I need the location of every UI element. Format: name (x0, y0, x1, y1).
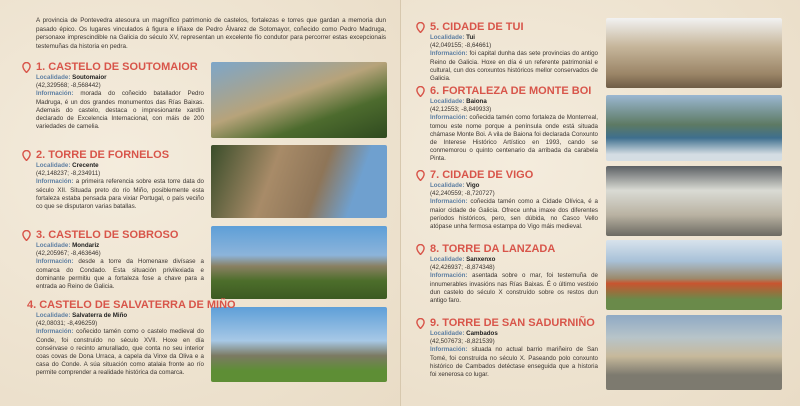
coordinates: (42,148237; -8,234911) (36, 170, 101, 178)
castle-entry (430, 318, 598, 379)
info-text: coñecido tamén como o castelo medieval do Conde, foi construído no século XVII. Hoxe en día consérvase o recinto amurallado, que conta no seu interior coas covas de Dona Urraca, a capela da Virxe da Oliva e a casa do Conde. A súa situación como atalaia fronte ao río permite comprender a realidade histórica da comarca. (36, 328, 204, 377)
castle-photo (211, 145, 387, 218)
location-pin-icon (22, 230, 31, 241)
info-text: asentada sobre o mar, foi testemuña de innumerables invasións nas Rías Baixas. É o último vestixio dun castelo do século X construído sobre os restos dun antigo faro. (430, 272, 598, 305)
entry-title: 9. TORRE DE SAN SADURNIÑO (416, 318, 598, 329)
entry-title: 3. CASTELO DE SOBROSO (22, 230, 204, 241)
info-label: Información: (430, 50, 468, 58)
locality-value: Crecente (72, 162, 99, 169)
locality-label: Localidade: (36, 162, 71, 169)
info-text: morada do coñecido batallador Pedro Madruga, é un dos grandes monumentos das Rías Baixas. Ademais do castelo, destaca o impresionante xardín declarado de Excelencia Internacional, con máis de 200 variedades de camelia. (36, 90, 204, 131)
entry-title: 5. CIDADE DE TUI (416, 22, 598, 33)
info-label: Información: (36, 178, 74, 186)
locality-value: Baiona (466, 98, 487, 105)
castle-photo (606, 95, 782, 161)
coordinates: (42,12553; -8,849933) (430, 106, 492, 114)
castle-entry (36, 150, 204, 211)
info-text: situada no actual barrio mariñeiro de San Tomé, foi construída no século X. Paseando polo conxunto histórico de Cambados detéctase enseguida que a historia foi xenerosa co lugar. (430, 346, 598, 379)
location-pin-icon (416, 318, 425, 329)
info-text: a primeira referencia sobre esta torre data do século XII. Situada preto do río Miño, posiblemente esta fortaleza estaba pensada para vixiar Portugal, o país veciño co que se disputaron varias batallas. (36, 178, 204, 211)
coordinates: (42,049155; -8,64661) (430, 42, 492, 50)
castle-entry (430, 244, 598, 305)
location-pin-icon (416, 170, 425, 181)
coordinates: (42,240559; -8,720727) (430, 190, 495, 198)
castle-photo (606, 18, 782, 88)
info-text: desde a torre da Homenaxe divísase a comarca do Condado. Esta situación privilexiada e dominante permitiu que a fortaleza fose a chave para a entrada ao Reino de Galicia. (36, 258, 204, 291)
location-pin-icon (416, 86, 425, 97)
castle-entry (36, 230, 204, 291)
locality-value: Cambados (466, 330, 498, 337)
intro-text: A provincia de Pontevedra atesoura un magnífico patrimonio de castelos, fortalezas e torres que gardan a memoria dun pasado épico. Os lugares vinculados á figura e liñaxe de Pedro Álvarez de Sotomayor, coñecido como Pedro Madruga, personaxe imprescindible na Galicia do século XV, representan un excelente fío condutor para percorrer estas excepcionais testemuñas da historia en pedra. (36, 17, 386, 50)
locality-label: Localidade: (430, 182, 465, 189)
castle-photo (606, 240, 782, 310)
coordinates: (42,329568; -8,568442) (36, 82, 101, 90)
castle-photo (606, 166, 782, 236)
info-text: foi capital dunha das sete provincias do antigo Reino de Galicia. Hoxe en día é un referente patrimonial e cultural, cun dos conxuntos históricos mellor conservados de Galicia. (430, 50, 598, 83)
location-pin-icon (22, 150, 31, 161)
castle-photo (211, 62, 387, 138)
locality-value: Salvaterra de Miño (72, 312, 128, 319)
info-text: coñecida tamén como fortaleza de Monterreal, tomou este nome porque a península onde está situada chámase Monte Boi. A vila de Baiona foi declarada Conxunto de Interese Histórico Artístico en 1993, cando se conmemorou o quinto centenario da arribada da carabela Pinta. (430, 114, 598, 163)
castle-photo (211, 226, 387, 299)
coordinates: (42,426937; -8,874348) (430, 264, 495, 272)
locality-value: Soutomaior (72, 74, 107, 81)
locality-label: Localidade: (36, 242, 71, 249)
castle-entry (430, 170, 598, 231)
info-label: Información: (430, 346, 468, 354)
castle-entry (27, 299, 236, 378)
info-label: Información: (430, 114, 468, 122)
locality-label: Localidade: (430, 256, 465, 263)
locality-label: Localidade: (430, 98, 465, 105)
info-label: Información: (36, 90, 74, 98)
castle-photo (211, 307, 387, 382)
location-pin-icon (22, 62, 31, 73)
coordinates: (42,205967; -8,463646) (36, 250, 101, 258)
entry-title: 8. TORRE DA LANZADA (416, 244, 598, 255)
castle-entry (430, 86, 598, 164)
locality-value: Mondariz (72, 242, 100, 249)
locality-value: Sanxenxo (466, 256, 496, 263)
castle-photo (606, 315, 782, 390)
location-pin-icon (416, 244, 425, 255)
info-label: Información: (430, 272, 468, 280)
coordinates: (42,507673; -8,821539) (430, 338, 495, 346)
info-text: coñecida tamén como a Cidade Olívica, é a maior cidade de Galicia. Ofrece unha imaxe dos diferentes períodos históricos, pero, sen dúbida, no Casco Vello atópase unha fermosa estampa do Vigo máis medieval. (430, 198, 598, 231)
locality-label: Localidade: (430, 330, 465, 337)
locality-label: Localidade: (36, 312, 71, 319)
info-label: Información: (36, 258, 74, 266)
castle-entry (36, 62, 204, 131)
locality-value: Tui (466, 34, 475, 41)
locality-label: Localidade: (430, 34, 465, 41)
info-label: Información: (430, 198, 468, 206)
entry-title: 4. CASTELO DE SALVATERRA DE MIÑO (22, 300, 204, 311)
info-label: Información: (36, 328, 74, 336)
location-pin-icon (416, 22, 425, 33)
locality-value: Vigo (466, 182, 480, 189)
entry-title: 2. TORRE DE FORNELOS (22, 150, 204, 161)
entry-title: 7. CIDADE DE VIGO (416, 170, 598, 181)
castle-entry (430, 22, 598, 83)
entry-title: 1. CASTELO DE SOUTOMAIOR (22, 62, 204, 73)
locality-label: Localidade: (36, 74, 71, 81)
coordinates: (42,08031; -8,496259) (36, 320, 98, 328)
entry-title: 6. FORTALEZA DE MONTE BOI (416, 86, 598, 97)
